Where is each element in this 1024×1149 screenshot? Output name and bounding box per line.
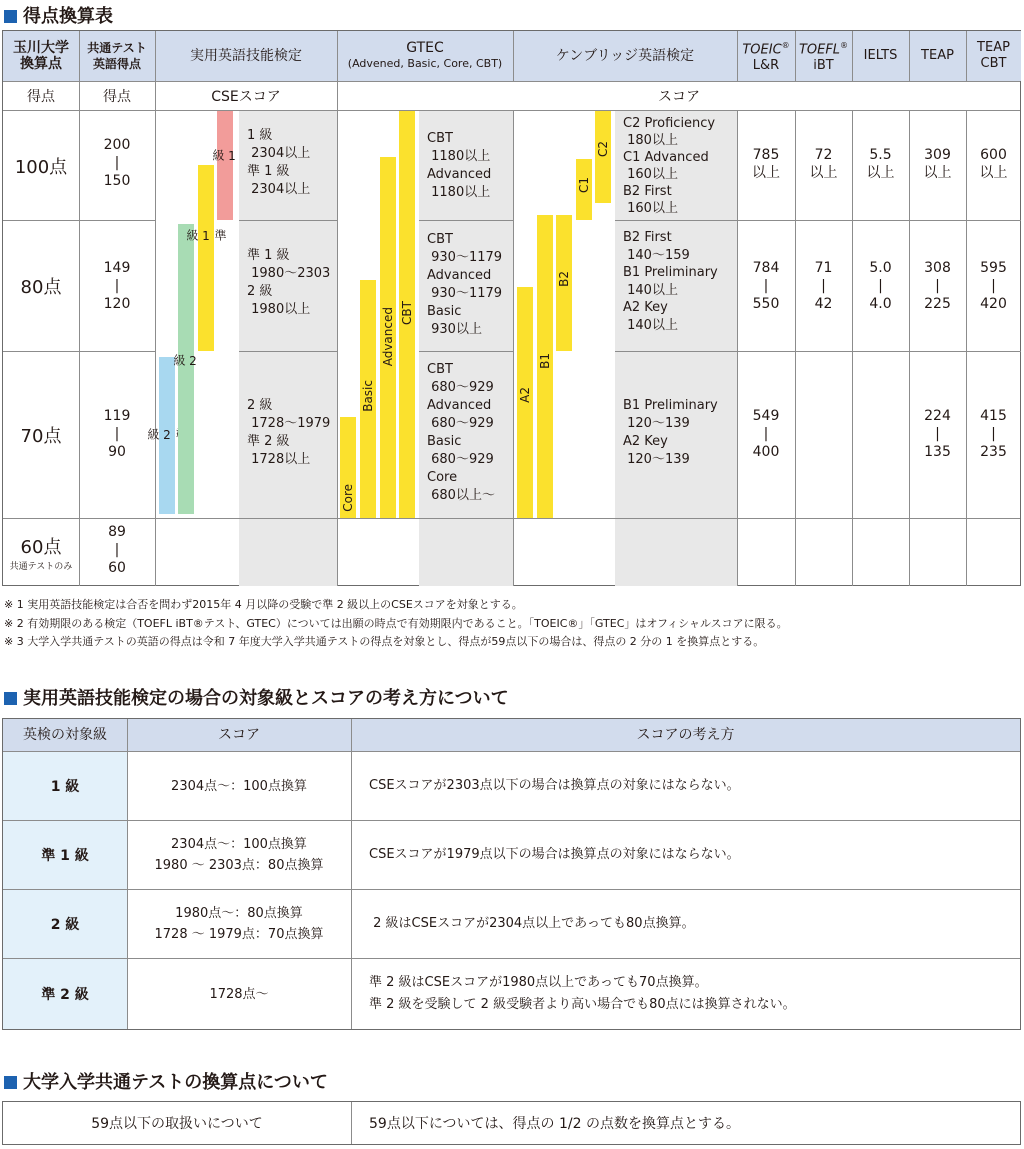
eiken-table-header-grade: 英検の対象級 bbox=[3, 719, 127, 751]
hline bbox=[615, 220, 1021, 221]
eiken-grade-pre1: 準 1 級 bbox=[3, 821, 127, 889]
header-teap: TEAP bbox=[909, 31, 966, 81]
vline bbox=[513, 111, 514, 586]
hline bbox=[3, 889, 1020, 890]
kyotsu-100: 200 | 150 bbox=[103, 137, 131, 189]
point-80: 80点 bbox=[20, 277, 62, 298]
eiken-text-70: 2 級 1728～1979 準 2 級 1728以上 bbox=[247, 398, 331, 467]
hline bbox=[419, 220, 513, 221]
subheader-tokuten2: 得点 bbox=[103, 89, 131, 105]
hline bbox=[239, 351, 337, 352]
header-gtec: GTEC (Advened, Basic, Core, CBT) bbox=[337, 31, 513, 81]
vline bbox=[351, 719, 352, 1029]
eiken-note-pre1: CSEスコアが1979点以下の場合は換算点の対象にはならない。 bbox=[369, 847, 740, 862]
vline bbox=[337, 31, 338, 586]
eiken-score-pre1: 2304点～：100点換算 1980 ～ 2303点：80点換算 bbox=[154, 837, 324, 873]
eiken-score-2: 1980点～：80点換算 1728 ～ 1979点：70点換算 bbox=[154, 906, 324, 942]
point-70: 70点 bbox=[20, 426, 62, 447]
eiken-table-header-note: スコアの考え方 bbox=[351, 719, 1020, 751]
cambridge-bar-b1: B1 bbox=[537, 215, 553, 518]
gtec-text-70: CBT 680～929 Advanced 680～929 Basic 680～929 Core 680以上～ bbox=[427, 362, 495, 503]
eiken-text-80: 準 1 級 1980～2303 2 級 1980以上 bbox=[247, 248, 331, 317]
gtec-zone-60 bbox=[419, 518, 513, 586]
toeic-70: 549 | 400 bbox=[752, 408, 780, 460]
cambridge-bar-c2: C2 bbox=[595, 111, 611, 203]
eiken-note-2: 2 級はCSEスコアが2304点以上であっても80点換算。 bbox=[369, 916, 695, 931]
eiken-score-1: 2304点～：100点換算 bbox=[171, 778, 307, 794]
vline bbox=[737, 111, 738, 586]
eiken-grade-1: 1 級 bbox=[3, 752, 127, 820]
vline bbox=[737, 31, 738, 82]
section-title-conversion: 得点換算表 bbox=[4, 2, 113, 28]
hline bbox=[615, 351, 1021, 352]
eiken-bar-2: 2 級 bbox=[178, 224, 194, 514]
kyotsu-80: 149 | 120 bbox=[103, 260, 131, 312]
eiken-note-pre2: 準 2 級はCSEスコアが1980点以上であっても70点換算。 準 2 級を受験して 2 級受験者より高い場合でも80点には換算されない。 bbox=[369, 975, 796, 1012]
gtec-text-100: CBT 1180以上 Advanced 1180以上 bbox=[427, 131, 492, 200]
hline bbox=[3, 958, 1020, 959]
hline bbox=[419, 351, 513, 352]
gtec-text-80: CBT 930～1179 Advanced 930～1179 Basic 930以上 bbox=[427, 232, 503, 337]
vline bbox=[966, 31, 967, 82]
header-toefl: TOEFL® iBT bbox=[795, 31, 852, 81]
section-title-eiken: 実用英語技能検定の場合の対象級とスコアの考え方について bbox=[4, 684, 509, 710]
header-teap-cbt: TEAP CBT bbox=[966, 31, 1021, 81]
cambridge-text-70: B1 Preliminary 120～139 A2 Key 120～139 bbox=[623, 398, 718, 467]
point-100: 100点 bbox=[14, 156, 68, 178]
kyotsu-70: 119 | 90 bbox=[103, 408, 131, 460]
vline bbox=[909, 31, 910, 82]
kyotsu-value: 59点以下については、得点の 1/2 の点数を換算点とする。 bbox=[369, 1116, 740, 1132]
cambridge-text-100: C2 Proficiency 180以上 C1 Advanced 160以上 B2 First 160以上 bbox=[623, 116, 716, 216]
subheader-tokuten1: 得点 bbox=[27, 89, 55, 105]
header-ielts: IELTS bbox=[852, 31, 909, 81]
gtec-bar-core: Core bbox=[340, 417, 356, 518]
header-kyotsu: 共通テスト 英語得点 bbox=[79, 31, 155, 81]
point-60: 60点 共通テストのみ bbox=[9, 537, 73, 572]
subheader-cse: CSEスコア bbox=[211, 89, 281, 105]
hline bbox=[3, 820, 1020, 821]
eiken-bar-pre1: 準 1 級 bbox=[198, 165, 214, 351]
hline bbox=[3, 751, 1020, 752]
vline bbox=[966, 111, 967, 586]
kyotsu-60: 89 | 60 bbox=[108, 524, 126, 576]
vline bbox=[852, 111, 853, 586]
square-bullet-icon bbox=[4, 10, 17, 23]
toefl-80: 71 | 42 bbox=[814, 260, 833, 312]
note-3: ※ 3 大学入学共通テストの英語の得点は令和 7 年度大学入学共通テストの得点を対象とし、得点が59点以下の場合は、得点の 2 分の 1 を換算点とする。 bbox=[4, 635, 765, 648]
section-title-kyotsu: 大学入学共通テストの換算点について bbox=[4, 1068, 328, 1094]
eiken-text-100: 1 級 2304以上 準 1 級 2304以上 bbox=[247, 128, 311, 197]
ielts-80: 5.0 | 4.0 bbox=[869, 260, 892, 312]
eiken-table bbox=[2, 718, 1021, 1030]
cambridge-bar-a2: A2 bbox=[517, 287, 533, 518]
teapcbt-80: 595 | 420 bbox=[980, 260, 1007, 312]
toeic-100: 785 以上 bbox=[752, 147, 780, 181]
eiken-bar-1: 1 級 bbox=[217, 111, 233, 220]
cambridge-bar-c1: C1 bbox=[576, 159, 592, 220]
kyotsu-label: 59点以下の取扱いについて bbox=[91, 1116, 263, 1132]
eiken-zone-60 bbox=[239, 518, 337, 586]
vline bbox=[795, 31, 796, 82]
eiken-grade-pre2: 準 2 級 bbox=[3, 959, 127, 1029]
teap-70: 224 | 135 bbox=[924, 408, 951, 460]
gtec-bar-advanced: Advanced bbox=[380, 157, 396, 518]
eiken-score-pre2: 1728点～ bbox=[209, 986, 269, 1002]
eiken-table-header-score: スコア bbox=[127, 719, 351, 751]
header-cambridge: ケンブリッジ英語検定 bbox=[513, 31, 737, 81]
note-1: ※ 1 実用英語技能検定は合否を問わず2015年 4 月以降の受験で準 2 級以上のCSEスコアを対象とする。 bbox=[4, 598, 523, 611]
teap-80: 308 | 225 bbox=[924, 260, 951, 312]
vline bbox=[513, 31, 514, 82]
eiken-bar-pre2: 2 級 bbox=[159, 357, 175, 514]
gtec-bar-cbt: CBT bbox=[399, 111, 415, 518]
teapcbt-100: 600 以上 bbox=[979, 147, 1008, 181]
header-eiken: 実用英語技能検定 bbox=[155, 31, 337, 81]
toefl-100: 72 以上 bbox=[809, 147, 838, 181]
vline bbox=[155, 31, 156, 586]
teap-100: 309 以上 bbox=[923, 147, 952, 181]
eiken-grade-2: 2 級 bbox=[3, 890, 127, 958]
vline bbox=[795, 111, 796, 586]
ielts-100: 5.5 以上 bbox=[866, 147, 895, 181]
vline bbox=[127, 719, 128, 1029]
gtec-bar-basic: Basic bbox=[360, 280, 376, 518]
toeic-80: 784 | 550 bbox=[752, 260, 780, 312]
cambridge-text-80: B2 First 140～159 B1 Preliminary 140以上 A2 Key 140以上 bbox=[623, 230, 718, 333]
hline bbox=[239, 220, 337, 221]
cambridge-bar-b2: B2 bbox=[556, 215, 572, 351]
square-bullet-icon bbox=[4, 692, 17, 705]
teapcbt-70: 415 | 235 bbox=[980, 408, 1007, 460]
header-tamagawa: 玉川大学 換算点 bbox=[3, 31, 79, 81]
eiken-note-1: CSEスコアが2303点以下の場合は換算点の対象にはならない。 bbox=[369, 778, 740, 793]
kyotsu-table bbox=[2, 1101, 1021, 1145]
header-toeic: TOEIC® L&R bbox=[737, 31, 795, 81]
note-2: ※ 2 有効期限のある検定（TOEFL iBT®テスト、GTEC）については出願の時点で有効期限内であること。「TOEIC®」「GTEC」はオフィシャルスコアに限る。 bbox=[4, 617, 788, 630]
vline bbox=[909, 111, 910, 586]
square-bullet-icon bbox=[4, 1076, 17, 1089]
vline bbox=[852, 31, 853, 82]
subheader-score: スコア bbox=[658, 89, 700, 105]
conversion-table bbox=[2, 30, 1021, 586]
